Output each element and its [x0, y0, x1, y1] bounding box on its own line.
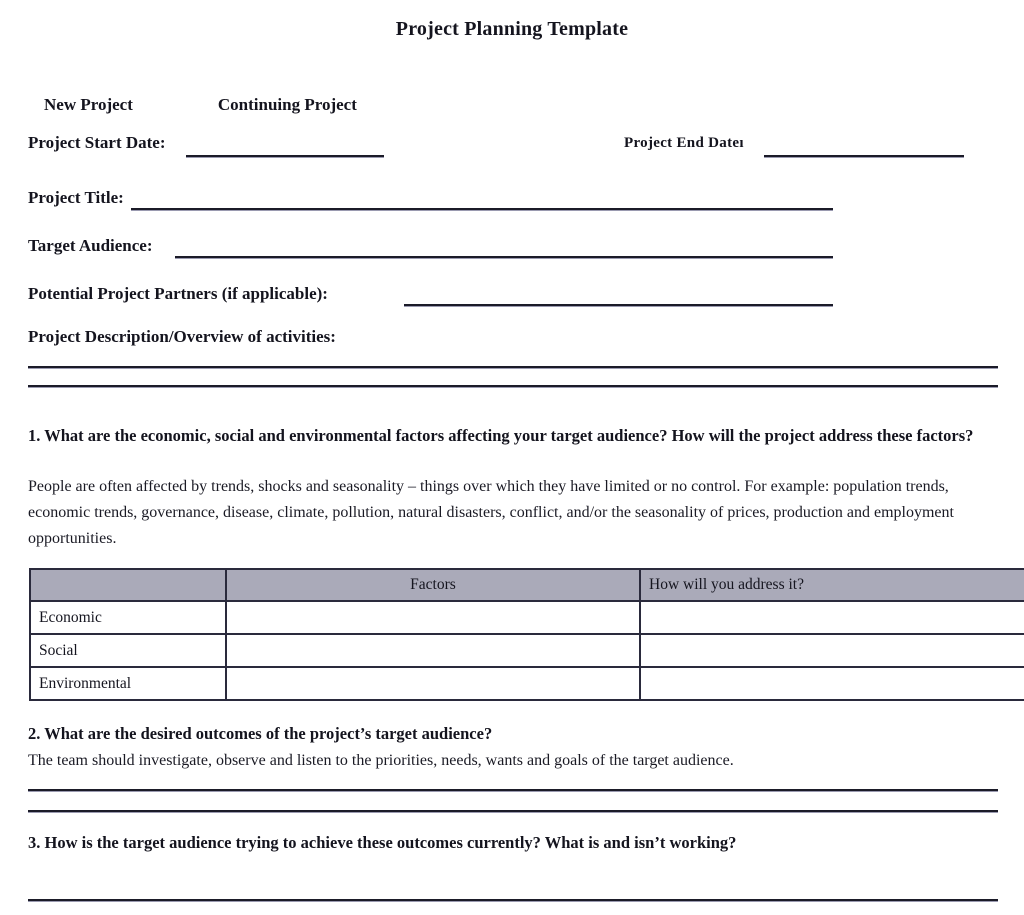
question-2-answer-line-2[interactable] [28, 810, 998, 813]
question-3-answer-line-1[interactable] [28, 899, 998, 902]
table-row [30, 634, 1024, 667]
option-new-project[interactable]: New Project [44, 95, 133, 114]
project-end-date-label: Project End Dateı [624, 135, 744, 151]
page-title: Project Planning Template [395, 18, 629, 40]
project-type-row [44, 95, 357, 115]
cell-social-address[interactable] [640, 634, 1024, 667]
question-2-heading: 2. What are the desired outcomes of the project’s target audience? [28, 724, 493, 743]
question-2-body: The team should investigate, observe and listen to the priorities, needs, wants and goals of the target audience. [28, 752, 734, 769]
project-partners-input-line[interactable] [404, 304, 833, 307]
factors-table-head [30, 569, 1024, 601]
project-start-date-label-wrap [28, 133, 166, 153]
cell-economic-factors[interactable] [226, 601, 640, 634]
row-label-environmental: Environmental [30, 667, 226, 700]
target-audience-label-wrap [28, 236, 153, 256]
option-continuing-project[interactable]: Continuing Project [217, 95, 357, 114]
factors-table-body [30, 601, 1024, 700]
question-2-answer-line-1[interactable] [28, 789, 998, 792]
project-title-label: Project Title: [28, 188, 124, 207]
cell-economic-address[interactable] [640, 601, 1024, 634]
project-end-date-input-line[interactable] [764, 155, 964, 158]
question-1-heading: 1. What are the economic, social and environmental factors affecting your target audience? How will the project address these factors? [28, 426, 974, 445]
question-3-heading: 3. How is the target audience trying to achieve these outcomes currently? What is and isn’t working? [28, 833, 737, 852]
cell-environmental-address[interactable] [640, 667, 1024, 700]
project-start-date-label: Project Start Date: [28, 133, 166, 152]
project-description-input-line-1[interactable] [28, 366, 998, 369]
factors-table [29, 568, 1024, 701]
project-description-label: Project Description/Overview of activities: [28, 327, 336, 346]
cell-social-factors[interactable] [226, 634, 640, 667]
column-header-blank [30, 569, 226, 601]
question-1-body: People are often affected by trends, shocks and seasonality – things over which they have limited or no control. For example: population trends, economic trends, governance, disease, climate, pollution, natural disasters, conflict, and/or the seasonality of prices, production and employment opportunities. [28, 478, 954, 547]
project-title-input-line[interactable] [131, 208, 833, 211]
project-partners-label-wrap [28, 284, 328, 304]
project-description-input-line-2[interactable] [28, 385, 998, 388]
project-description-label-wrap [28, 327, 336, 347]
column-header-factors: Factors [226, 569, 640, 601]
column-header-address: How will you address it? [640, 569, 1024, 601]
row-label-social: Social [30, 634, 226, 667]
cell-environmental-factors[interactable] [226, 667, 640, 700]
table-header-row [30, 569, 1024, 601]
target-audience-input-line[interactable] [175, 256, 833, 259]
table-row [30, 667, 1024, 700]
project-end-date-label-wrap [624, 135, 744, 152]
table-row [30, 601, 1024, 634]
project-title-label-wrap [28, 188, 124, 208]
project-partners-label: Potential Project Partners (if applicable): [28, 284, 328, 303]
project-start-date-input-line[interactable] [186, 155, 384, 158]
target-audience-label: Target Audience: [28, 236, 153, 255]
row-label-economic: Economic [30, 601, 226, 634]
